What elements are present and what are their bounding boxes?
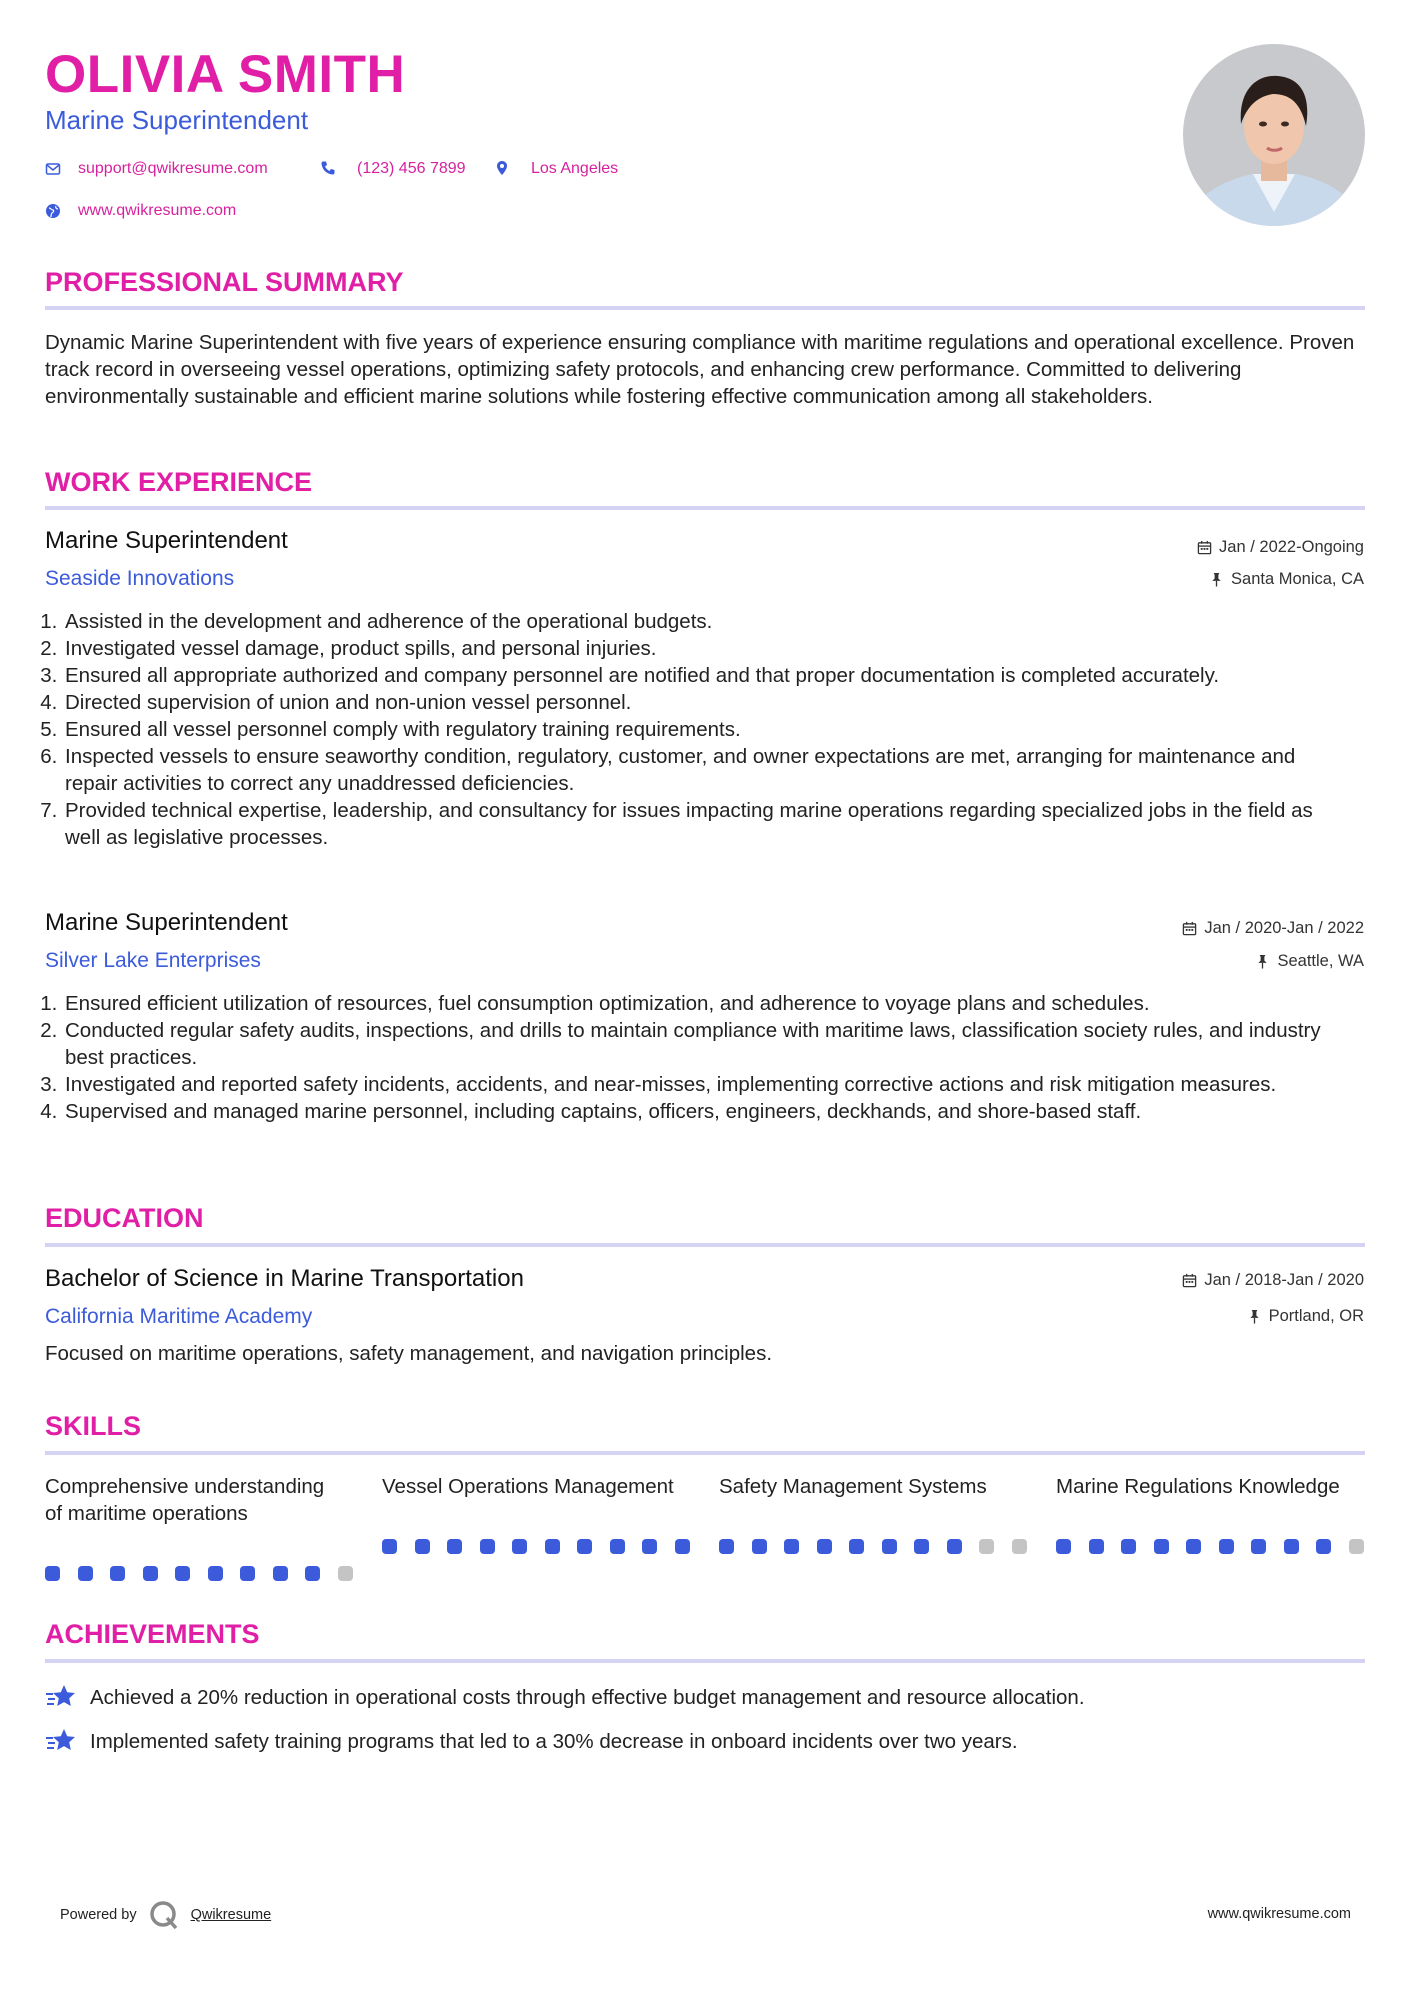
- rating-dot-filled: [78, 1566, 93, 1581]
- section-divider: [45, 506, 1365, 510]
- list-item: 4. Supervised and managed marine personnel, including captains, officers, engineers, deckhands, and shore-based staff.: [63, 1098, 1353, 1125]
- skill-item: [382, 1473, 682, 1500]
- list-item: 6. Inspected vessels to ensure seaworthy condition, regulatory, customer, and owner expectations are met, arranging for maintenance and repair activities to correct any unaddressed deficiencies.: [63, 743, 1353, 797]
- candidate-name: OLIVIA SMITH: [45, 45, 406, 104]
- rating-dot-filled: [1284, 1539, 1299, 1554]
- rating-dot-filled: [817, 1539, 832, 1554]
- education-dates: [1182, 1270, 1364, 1290]
- location-pin-icon: [494, 160, 510, 176]
- section-divider: [45, 1659, 1365, 1663]
- candidate-role: Marine Superintendent: [45, 105, 309, 135]
- rating-dot-filled: [415, 1539, 430, 1554]
- list-item: 3. Investigated and reported safety incidents, accidents, and near-misses, implementing corrective actions and risk mitigation measures.: [63, 1071, 1353, 1098]
- location-text: Los Angeles: [531, 160, 619, 177]
- degree-title: Bachelor of Science in Marine Transportation: [45, 1265, 524, 1292]
- school-name: California Maritime Academy: [45, 1305, 313, 1328]
- education-location: [1247, 1306, 1364, 1326]
- pin-icon: [1247, 1309, 1262, 1324]
- rating-dot-filled: [947, 1539, 962, 1554]
- rating-dot-filled: [577, 1539, 592, 1554]
- rating-dot-filled: [882, 1539, 897, 1554]
- rating-dot-filled: [382, 1539, 397, 1554]
- email-link[interactable]: support@qwikresume.com: [78, 160, 268, 177]
- job-dates-text: Jan / 2020-Jan / 2022: [1204, 919, 1364, 937]
- experience-heading: WORK EXPERIENCE: [45, 467, 313, 497]
- summary-text: Dynamic Marine Superintendent with five years of experience ensuring compliance with maritime regulations and operational excellence. Proven track record in overseeing vessel operations, optimizing safety protocols, and enhancing crew performance. Committed to delivering environmentally sustainable and efficient marine solutions while fostering effective communication among all stakeholders.: [45, 331, 1355, 408]
- list-item: 4. Directed supervision of union and non-union vessel personnel.: [63, 689, 1353, 716]
- rating-dot-empty: [1349, 1539, 1364, 1554]
- star-icon: [45, 1682, 78, 1712]
- achievement-text: Achieved a 20% reduction in operational costs through effective budget management and resource allocation.: [90, 1685, 1085, 1709]
- calendar-icon: [1182, 921, 1197, 936]
- calendar-icon: [1182, 1273, 1197, 1288]
- rating-dot-filled: [849, 1539, 864, 1554]
- skill-item: [45, 1473, 345, 1527]
- skill-rating: [45, 1566, 353, 1581]
- rating-dot-filled: [719, 1539, 734, 1554]
- rating-dot-filled: [610, 1539, 625, 1554]
- company-name: Silver Lake Enterprises: [45, 949, 261, 972]
- rating-dot-filled: [1219, 1539, 1234, 1554]
- job-title: Marine Superintendent: [45, 527, 288, 554]
- job-location-text: Seattle, WA: [1277, 952, 1364, 970]
- list-item: 7. Provided technical expertise, leadership, and consultancy for issues impacting marine operations regarding specialized jobs in the field as well as legislative processes.: [63, 797, 1353, 851]
- job-dates-text: Jan / 2022-Ongoing: [1219, 538, 1364, 556]
- job-location: [1255, 951, 1364, 971]
- rating-dot-filled: [752, 1539, 767, 1554]
- education-dates-text: Jan / 2018-Jan / 2020: [1204, 1271, 1364, 1289]
- phone-number[interactable]: (123) 456 7899: [357, 160, 466, 177]
- footer-website[interactable]: www.qwikresume.com: [1207, 1906, 1351, 1922]
- achievement-text: Implemented safety training programs that led to a 30% decrease in onboard incidents over two years.: [90, 1729, 1018, 1753]
- star-icon: [45, 1726, 78, 1756]
- skill-name: Marine Regulations Knowledge: [1056, 1475, 1340, 1498]
- achievement-item: [45, 1682, 1365, 1712]
- rating-dot-empty: [979, 1539, 994, 1554]
- pin-icon: [1209, 572, 1224, 587]
- job-dates: [1182, 918, 1364, 938]
- education-location-text: Portland, OR: [1268, 1307, 1364, 1325]
- section-divider: [45, 306, 1365, 310]
- job-duties-list: [45, 990, 1353, 1125]
- rating-dot-filled: [208, 1566, 223, 1581]
- calendar-icon: [1197, 540, 1212, 555]
- list-item: 2. Investigated vessel damage, product spills, and personal injuries.: [63, 635, 1353, 662]
- rating-dot-filled: [110, 1566, 125, 1581]
- rating-dot-filled: [480, 1539, 495, 1554]
- job-title: Marine Superintendent: [45, 909, 288, 936]
- rating-dot-filled: [642, 1539, 657, 1554]
- rating-dot-empty: [338, 1566, 353, 1581]
- skill-rating: [1056, 1539, 1364, 1554]
- qwikresume-link[interactable]: Qwikresume: [190, 1907, 272, 1923]
- list-item: 3. Ensured all appropriate authorized and company personnel are notified and that proper documentation is completed accurately.: [63, 662, 1353, 689]
- skill-rating: [719, 1539, 1027, 1554]
- qwikresume-logo-icon: [149, 1900, 179, 1930]
- rating-dot-filled: [1121, 1539, 1136, 1554]
- rating-dot-filled: [914, 1539, 929, 1554]
- section-divider: [45, 1243, 1365, 1247]
- achievement-item: [45, 1726, 1365, 1756]
- rating-dot-filled: [1154, 1539, 1169, 1554]
- rating-dot-filled: [45, 1566, 60, 1581]
- email-icon: [45, 161, 61, 177]
- rating-dot-filled: [1186, 1539, 1201, 1554]
- rating-dot-filled: [447, 1539, 462, 1554]
- rating-dot-filled: [1056, 1539, 1071, 1554]
- rating-dot-filled: [240, 1566, 255, 1581]
- footer-powered-by: [60, 1900, 271, 1930]
- education-heading: EDUCATION: [45, 1203, 204, 1233]
- list-item: 2. Conducted regular safety audits, inspections, and drills to maintain compliance with maritime laws, classification society rules, and industry best practices.: [63, 1017, 1353, 1071]
- section-divider: [45, 1451, 1365, 1455]
- powered-by-label: Powered by: [60, 1907, 137, 1923]
- list-item: 1. Ensured efficient utilization of resources, fuel consumption optimization, and adherence to voyage plans and schedules.: [63, 990, 1353, 1017]
- achievements-heading: ACHIEVEMENTS: [45, 1619, 260, 1649]
- rating-dot-filled: [305, 1566, 320, 1581]
- rating-dot-filled: [175, 1566, 190, 1581]
- skills-heading: SKILLS: [45, 1411, 142, 1441]
- education-description: Focused on maritime operations, safety management, and navigation principles.: [45, 1342, 773, 1365]
- rating-dot-empty: [1012, 1539, 1027, 1554]
- job-location: [1209, 569, 1364, 589]
- rating-dot-filled: [784, 1539, 799, 1554]
- skill-rating: [382, 1539, 690, 1554]
- list-item: 1. Assisted in the development and adherence of the operational budgets.: [63, 608, 1353, 635]
- company-name: Seaside Innovations: [45, 567, 235, 590]
- rating-dot-filled: [273, 1566, 288, 1581]
- skill-name: Vessel Operations Management: [382, 1475, 674, 1498]
- rating-dot-filled: [143, 1566, 158, 1581]
- skill-name: Comprehensive understanding of maritime operations: [45, 1475, 325, 1525]
- profile-photo: [1183, 44, 1365, 226]
- rating-dot-filled: [675, 1539, 690, 1554]
- rating-dot-filled: [512, 1539, 527, 1554]
- globe-icon: [45, 203, 61, 219]
- skill-item: [1056, 1473, 1356, 1500]
- skill-name: Safety Management Systems: [719, 1475, 987, 1498]
- job-dates: [1197, 537, 1364, 557]
- list-item: 5. Ensured all vessel personnel comply with regulatory training requirements.: [63, 716, 1353, 743]
- skill-item: [719, 1473, 1019, 1500]
- summary-heading: PROFESSIONAL SUMMARY: [45, 267, 404, 297]
- rating-dot-filled: [1089, 1539, 1104, 1554]
- rating-dot-filled: [545, 1539, 560, 1554]
- pin-icon: [1255, 954, 1270, 969]
- rating-dot-filled: [1251, 1539, 1266, 1554]
- website-link[interactable]: www.qwikresume.com: [78, 202, 237, 219]
- job-duties-list: [45, 608, 1353, 851]
- rating-dot-filled: [1316, 1539, 1331, 1554]
- job-location-text: Santa Monica, CA: [1231, 570, 1364, 588]
- phone-icon: [320, 160, 336, 176]
